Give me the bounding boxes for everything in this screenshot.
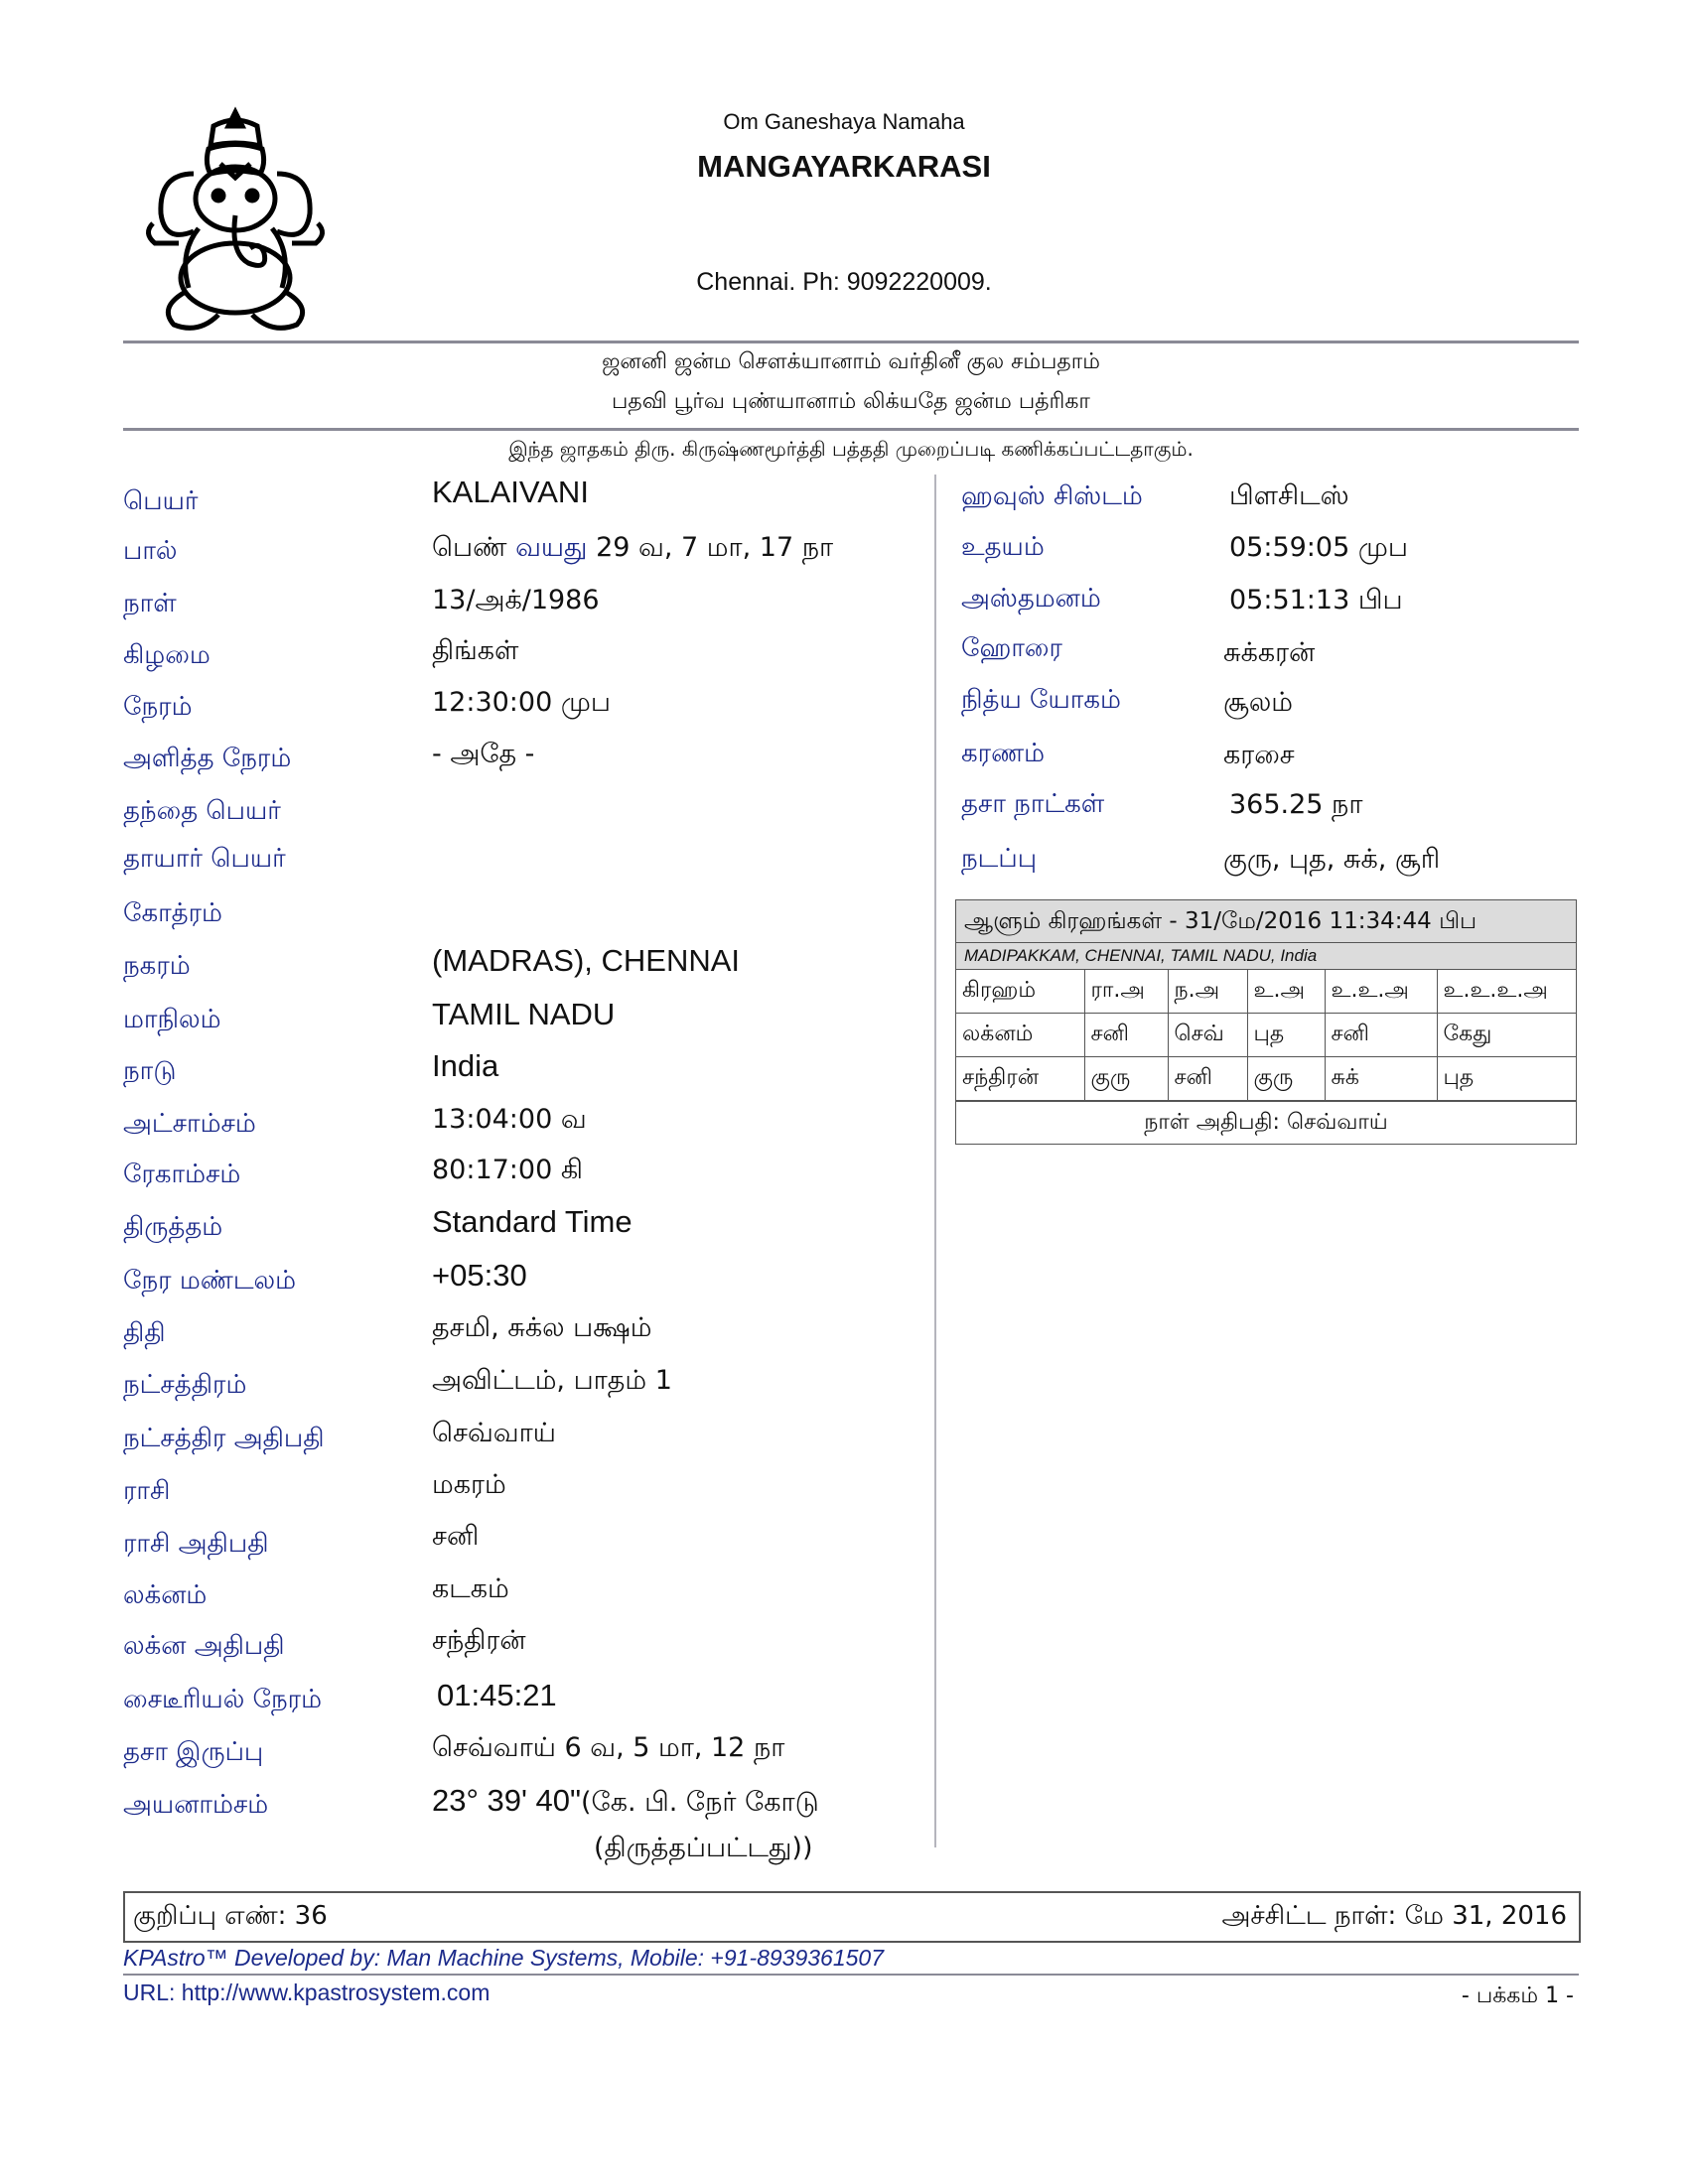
yoga-label: நித்ய யோகம் (961, 685, 1121, 715)
rasi-lord-value: சனி (432, 1521, 480, 1552)
rasi-value: மகரம் (432, 1469, 506, 1500)
method-note: இந்த ஜாதகம் திரு. கிருஷ்ணமூர்த்தி பத்ததி முறைப்படி கணிக்கப்பட்டதாகும். (508, 437, 1194, 461)
print-date: அச்சிட்ட நாள்: மே 31, 2016 (1221, 1901, 1567, 1931)
dasa-days-label: தசா நாட்கள் (961, 789, 1105, 819)
footer-box (123, 1891, 1581, 1943)
column-header: ரா.அ (1084, 970, 1168, 1014)
ayanamsa-note: (கே. பி. நேர் கோடு (581, 1787, 819, 1818)
ayanamsa-degrees: 23° 39' 40" (432, 1783, 581, 1818)
name-value: KALAIVANI (432, 475, 589, 509)
karana-label: கரணம் (961, 739, 1046, 768)
column-header: உ.உ.அ (1325, 970, 1437, 1014)
ayanamsa-value (432, 1783, 819, 1822)
name-label: பெயர் (123, 486, 199, 516)
longitude-label: ரேகாம்சம் (123, 1160, 241, 1189)
ayanamsa-label: அயனாம்சம் (123, 1790, 269, 1820)
dasa-balance-label: தசா இருப்பு (123, 1737, 264, 1767)
tithi-label: திதி (123, 1318, 166, 1348)
divider (123, 428, 1579, 431)
gotra-label: கோத்ரம் (123, 898, 222, 928)
state-label: மாநிலம் (123, 1005, 221, 1034)
dasa-days-value: 365.25 நா (1229, 789, 1363, 820)
table-cell: சனி (1325, 1014, 1437, 1057)
date-label: நாள் (123, 589, 177, 618)
verse-line-1: ஜனனி ஜன்ம சௌக்யானாம் வர்தினீ குல சம்பதாம் (602, 349, 1100, 374)
tithi-value: தசமி, சுக்ல பக்ஷம் (432, 1312, 652, 1343)
gender-age-value (432, 532, 833, 567)
state-value: TAMIL NADU (432, 997, 616, 1031)
table-cell: லக்னம் (956, 1014, 1084, 1057)
current-dasa-value: குரு, புத, சுக், சூரி (1223, 844, 1441, 875)
table-cell: சந்திரன் (956, 1057, 1084, 1101)
hora-label: ஹோரை (961, 633, 1062, 663)
sidereal-time-label: சைடீரியல் நேரம் (123, 1685, 323, 1714)
nakshatra-lord-value: செவ்வாய் (432, 1418, 556, 1448)
invocation-text: Om Ganeshaya Namaha (723, 109, 965, 134)
sunset-label: அஸ்தமனம் (961, 584, 1101, 614)
sunrise-value: 05:59:05 முப (1229, 532, 1408, 563)
ganesha-logo-icon (139, 104, 333, 338)
age-label: வயது (515, 532, 588, 563)
ruling-planets-title: ஆளும் கிரஹங்கள் - 31/மே/2016 11:34:44 பிப (956, 900, 1576, 943)
city-value: (MADRAS), CHENNAI (432, 943, 741, 978)
date-value: 13/அக்/1986 (432, 585, 600, 615)
correction-value: Standard Time (432, 1204, 633, 1239)
age-value: 29 வ, 7 மா, 17 நா (596, 532, 834, 563)
verse-line-2: பதவி பூர்வ புண்யானாம் லிக்யதே ஜன்ம பத்ரிகா (612, 389, 1090, 414)
column-header: கிரஹம் (956, 970, 1084, 1014)
sunrise-label: உதயம் (961, 532, 1045, 562)
yoga-value: சூலம் (1223, 687, 1293, 718)
given-time-value: - அதே - (432, 739, 535, 769)
table-cell: சுக் (1325, 1057, 1437, 1101)
table-cell: புத (1437, 1057, 1576, 1101)
gender-value: பெண் (432, 532, 507, 563)
table-cell: புத (1247, 1014, 1325, 1057)
divider (123, 341, 1579, 343)
father-label: தந்தை பெயர் (123, 796, 281, 826)
ruling-planets-place: MADIPAKKAM, CHENNAI, TAMIL NADU, India (956, 943, 1576, 970)
table-cell: கேது (1437, 1014, 1576, 1057)
table-cell: சனி (1168, 1057, 1247, 1101)
reference-number: குறிப்பு எண்: 36 (133, 1901, 328, 1931)
page-number: - பக்கம் 1 - (1461, 1983, 1574, 2008)
latitude-label: அட்சாம்சம் (123, 1109, 256, 1139)
given-time-label: அளித்த நேரம் (123, 744, 292, 773)
lagna-lord-label: லக்ன அதிபதி (123, 1631, 285, 1661)
current-dasa-label: நடப்பு (961, 844, 1038, 874)
table-cell: குரு (1247, 1057, 1325, 1101)
longitude-value: 80:17:00 கி (432, 1155, 583, 1185)
developer-credit: KPAstro™ Developed by: Man Machine Systems, Mobile: +91-8939361507 (123, 1945, 885, 1971)
rasi-lord-label: ராசி அதிபதி (123, 1529, 269, 1559)
rasi-label: ராசி (123, 1476, 171, 1506)
hora-value: சுக்கரன் (1223, 637, 1316, 668)
astrologer-name: MANGAYARKARASI (697, 149, 991, 184)
mother-label: தாயார் பெயர் (123, 844, 286, 874)
table-cell: செவ் (1168, 1014, 1247, 1057)
divider (123, 1974, 1579, 1976)
nakshatra-lord-label: நட்சத்திர அதிபதி (123, 1424, 325, 1453)
column-header: உ.அ (1247, 970, 1325, 1014)
nakshatra-value: அவிட்டம், பாதம் 1 (432, 1365, 672, 1396)
sunset-value: 05:51:13 பிப (1229, 585, 1403, 615)
day-lord: நாள் அதிபதி: செவ்வாய் (956, 1101, 1576, 1144)
table-cell: குரு (1084, 1057, 1168, 1101)
country-label: நாடு (123, 1056, 177, 1086)
dasa-balance-value: செவ்வாய் 6 வ, 5 மா, 12 நா (432, 1732, 785, 1763)
website-url[interactable]: URL: http://www.kpastrosystem.com (123, 1979, 491, 2005)
ruling-planets-table (955, 899, 1577, 1145)
column-header: ந.அ (1168, 970, 1247, 1014)
timezone-label: நேர மண்டலம் (123, 1266, 297, 1296)
table-row (956, 1014, 1576, 1057)
sidereal-time-value: 01:45:21 (437, 1678, 557, 1712)
latitude-value: 13:04:00 வ (432, 1104, 587, 1135)
lagna-label: லக்னம் (123, 1580, 208, 1610)
nakshatra-label: நட்சத்திரம் (123, 1370, 247, 1400)
timezone-value: +05:30 (432, 1258, 527, 1293)
column-header: உ.உ.உ.அ (1437, 970, 1576, 1014)
lagna-lord-value: சந்திரன் (432, 1625, 526, 1656)
country-value: India (432, 1048, 499, 1083)
city-phone: Chennai. Ph: 9092220009. (696, 268, 992, 296)
time-label: நேரம் (123, 692, 193, 722)
house-system-value: பிளசிடஸ் (1229, 480, 1349, 511)
weekday-value: திங்கள் (432, 635, 519, 666)
lagna-value: கடகம் (432, 1573, 509, 1604)
city-label: நகரம் (123, 951, 191, 981)
ayanamsa-note-2: (திருத்தப்பட்டது)) (594, 1833, 813, 1863)
correction-label: திருத்தம் (123, 1212, 223, 1242)
gender-label: பால் (123, 536, 178, 566)
house-system-label: ஹவுஸ் சிஸ்டம் (961, 481, 1143, 511)
weekday-label: கிழமை (123, 640, 211, 670)
table-header-row (956, 970, 1576, 1014)
table-cell: சனி (1084, 1014, 1168, 1057)
table-row (956, 1057, 1576, 1101)
time-value: 12:30:00 முப (432, 687, 611, 718)
karana-value: கரசை (1223, 740, 1295, 770)
column-divider (934, 475, 936, 1847)
